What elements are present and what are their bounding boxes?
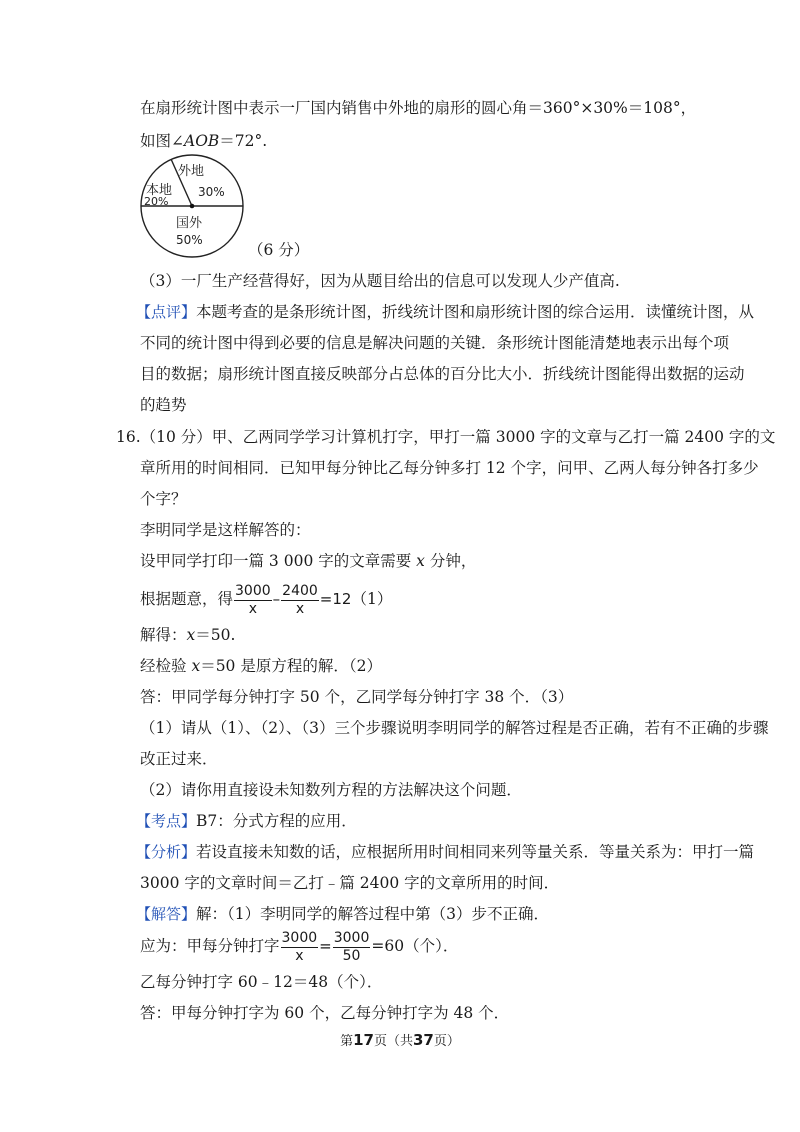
jieda-line-1 (136, 904, 549, 924)
comment-line-3: 目的数据；扇形统计图直接反映部分占总体的百分比大小．折线统计图能得出数据的运动 (140, 365, 745, 383)
sub-question-1-line-2: 改正过来． (140, 750, 218, 768)
should-prefix: 应为：甲每分钟打字 (140, 937, 280, 955)
solve-var: x (186, 626, 196, 644)
equation-line (140, 579, 392, 619)
fraction-3000-over-x-answer (281, 930, 319, 965)
fraction-2400-over-x (281, 583, 319, 618)
pie-chart (136, 152, 248, 262)
slice-label-guowai: 国外 (176, 216, 203, 231)
intro-line-1: 在扇形统计图中表示一厂国内销售中外地的扇形的圆心角＝360°×30%＝108°， (140, 99, 697, 117)
score-note: （6 分） (248, 241, 310, 259)
intro-line-2-suffix: ＝72°. (219, 132, 268, 150)
jieda-tag: 【解答】 (136, 905, 197, 923)
li-ming-answer: 答：甲同学每分钟打字 50 个，乙同学每分钟打字 38 个．（3） (140, 688, 574, 706)
equation-rhs: =12 (319, 590, 352, 608)
sub-question-1-line-1: （1）请从（1）、（2）、（3）三个步骤说明李明同学的解答过程是否正确，若有不正确的步骤 (140, 719, 769, 737)
equals-sign: = (319, 937, 332, 955)
slice-value-bendi: 20% (144, 195, 169, 208)
should-be-line (140, 926, 458, 966)
comment-line-1 (136, 302, 754, 322)
fraction-numerator: 3000 (281, 929, 318, 946)
question-16-line-1: 16.（10 分）甲、乙两同学学习计算机打字，甲打一篇 3000 字的文章与乙打一篇 2400 字的文 (116, 428, 776, 446)
check-suffix: ＝50 是原方程的解．（2） (200, 657, 382, 675)
page-total: 37 (413, 1031, 434, 1049)
fraction-numerator: 3000 (333, 929, 370, 946)
kaodian-line (136, 811, 357, 831)
intro-line-2 (140, 131, 267, 151)
solve-line (140, 625, 235, 645)
solve-suffix: ＝50. (195, 626, 236, 644)
part-3-answer: （3）一厂生产经营得好，因为从题目给出的信息可以发现人少产值高. (140, 272, 620, 290)
final-answer-line: 答：甲每分钟打字为 60 个，乙每分钟打字为 48 个． (140, 1004, 510, 1022)
jieda-text-1: 解：（1）李明同学的解答过程中第（3）步不正确． (196, 905, 549, 923)
fraction-denominator: x (295, 600, 305, 617)
question-16-line-2: 章所用的时间相同．已知甲每分钟比乙每分钟多打 12 个字，问甲、乙两人每分钟各打多少 (140, 459, 759, 477)
footer-prefix: 第 (340, 1034, 354, 1049)
question-16-line-4: 李明同学是这样解答的： (140, 521, 311, 539)
question-16-line-3: 个字？ (140, 490, 187, 508)
assume-suffix: 分钟， (424, 552, 477, 570)
angle-name: AOB (184, 132, 220, 150)
slice-value-waidi: 30% (198, 185, 225, 199)
slice-label-bendi: 本地 (146, 183, 173, 198)
fenxi-line-2: 3000 字的文章时间＝乙打﹣篇 2400 字的文章所用的时间． (140, 874, 560, 892)
yi-per-minute-line: 乙每分钟打字 60﹣12＝48（个）． (140, 973, 383, 991)
fraction-3000-over-x (234, 583, 272, 618)
fraction-denominator: 50 (342, 947, 361, 964)
kaodian-text: B7：分式方程的应用． (196, 812, 357, 830)
kaodian-tag: 【考点】 (136, 812, 197, 830)
slice-value-guowai: 50% (176, 233, 203, 247)
fraction-numerator: 2400 (282, 582, 318, 599)
comment-tag: 【点评】 (136, 303, 197, 321)
fraction-denominator: x (295, 947, 304, 964)
fenxi-tag: 【分析】 (136, 843, 197, 861)
assume-line (140, 551, 476, 571)
solve-prefix: 解得： (140, 626, 187, 644)
check-prefix: 经检验 (140, 657, 192, 675)
footer-middle: 页（共 (373, 1034, 413, 1049)
fraction-numerator: 3000 (235, 582, 271, 599)
fenxi-line-1 (136, 842, 754, 862)
assume-prefix: 设甲同学打印一篇 3 000 字的文章需要 (140, 552, 417, 570)
fraction-3000-over-50 (333, 930, 371, 965)
pie-center (190, 204, 195, 209)
minus-sign: – (272, 590, 281, 608)
equation-prefix: 根据题意，得 (140, 590, 234, 608)
fraction-result: =60（个）． (371, 937, 459, 955)
footer-suffix: 页） (433, 1034, 460, 1049)
comment-line-4: 的趋势 (140, 396, 187, 414)
check-line (140, 656, 382, 676)
equation-step: （1） (351, 590, 393, 608)
slice-label-waidi: 外地 (178, 164, 205, 179)
check-var: x (191, 657, 201, 675)
page-footer (0, 1030, 800, 1049)
fenxi-text-1: 若设直接未知数的话，应根据所用时间相同来列等量关系．等量关系为：甲打一篇 (196, 843, 755, 861)
comment-line-2: 不同的统计图中得到必要的信息是解决问题的关键．条形统计图能清楚地表示出每个项 (140, 334, 730, 352)
comment-text-1: 本题考查的是条形统计图，折线统计图和扇形统计图的综合运用．读懂统计图，从 (196, 303, 755, 321)
page-number: 17 (353, 1031, 374, 1049)
assume-var: x (416, 552, 425, 570)
fraction-denominator: x (248, 600, 257, 617)
intro-line-2-prefix: 如图∠ (140, 132, 184, 150)
sub-question-2: （2）请你用直接设未知数列方程的方法解决这个问题． (140, 781, 522, 799)
